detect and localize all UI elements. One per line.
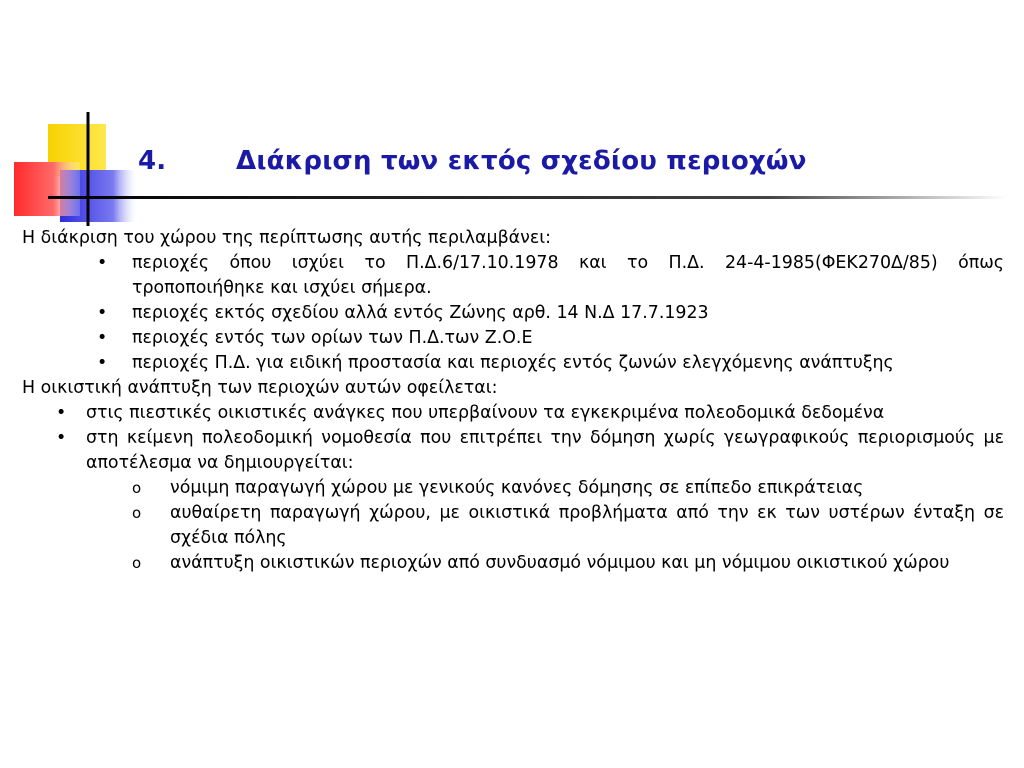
bullet-icon: •: [97, 303, 108, 323]
logo-yellow-square: [48, 124, 106, 176]
list-item: [22, 401, 1004, 426]
title-rule: [48, 196, 1008, 199]
logo-red-square: [14, 162, 80, 216]
list-item-text: στη κείμενη πολεοδομική νομοθεσία που επιτρέπει την δόμηση χωρίς γεωγραφικούς περιορισμούς με αποτέλεσμα να δημιουργείται:: [86, 428, 1004, 473]
bullet-icon: •: [56, 403, 67, 423]
sub-bullet-list: [22, 476, 1004, 576]
bullet-list-2: [22, 401, 1004, 476]
slide-title: [138, 140, 807, 182]
list-item-text: περιοχές όπου ισχύει το Π.Δ.6/17.10.1978 και το Π.Δ. 24-4-1985(ΦΕΚ270Δ/85) όπως τροποποιήθηκε και ισχύει σήμερα.: [132, 253, 1004, 298]
intro-paragraph-2: Η οικιστική ανάπτυξη των περιοχών αυτών οφείλεται:: [22, 378, 498, 398]
bullet-icon: •: [97, 253, 108, 273]
list-item: [22, 551, 1004, 576]
circle-bullet-icon: o: [132, 479, 142, 497]
list-item: [22, 351, 1004, 376]
bullet-icon: •: [97, 328, 108, 348]
list-item-text: στις πιεστικές οικιστικές ανάγκες που υπερβαίνουν τα εγκεκριμένα πολεοδομικά δεδομένα: [86, 403, 885, 423]
circle-bullet-icon: o: [132, 554, 142, 572]
list-item-text: αυθαίρετη παραγωγή χώρου, με οικιστικά προβλήματα από την εκ των υστέρων ένταξη σε σχέδια πόλης: [170, 503, 1004, 548]
slide-body: [22, 226, 1004, 576]
slide-title-number: 4.: [138, 146, 167, 176]
circle-bullet-icon: o: [132, 504, 142, 522]
list-item-text: ανάπτυξη οικιστικών περιοχών από συνδυασμό νόμιμου και μη νόμιμου οικιστικού χώρου: [170, 553, 950, 573]
list-item: [22, 476, 1004, 501]
slide-title-text: Διάκριση των εκτός σχεδίου περιοχών: [236, 146, 807, 176]
list-item-text: νόμιμη παραγωγή χώρου με γενικούς κανόνες δόμησης σε επίπεδο επικράτειας: [170, 478, 864, 498]
list-item-text: περιοχές εντός των ορίων των Π.Δ.των Ζ.Ο.Ε: [132, 328, 533, 348]
bullet-list-1: [22, 251, 1004, 376]
list-item-text: περιοχές Π.Δ. για ειδική προστασία και περιοχές εντός ζωνών ελεγχόμενης ανάπτυξης: [132, 353, 894, 373]
list-item: [22, 326, 1004, 351]
list-item: [22, 251, 1004, 301]
list-item: [22, 501, 1004, 551]
list-item: [22, 426, 1004, 476]
logo-blue-square: [60, 170, 136, 222]
bullet-icon: •: [97, 353, 108, 373]
intro-paragraph-1: Η διάκριση του χώρου της περίπτωσης αυτής περιλαμβάνει:: [22, 228, 552, 248]
list-item: [22, 301, 1004, 326]
bullet-icon: •: [56, 428, 67, 448]
list-item-text: περιοχές εκτός σχεδίου αλλά εντός Ζώνης αρθ. 14 Ν.Δ 17.7.1923: [132, 303, 709, 323]
